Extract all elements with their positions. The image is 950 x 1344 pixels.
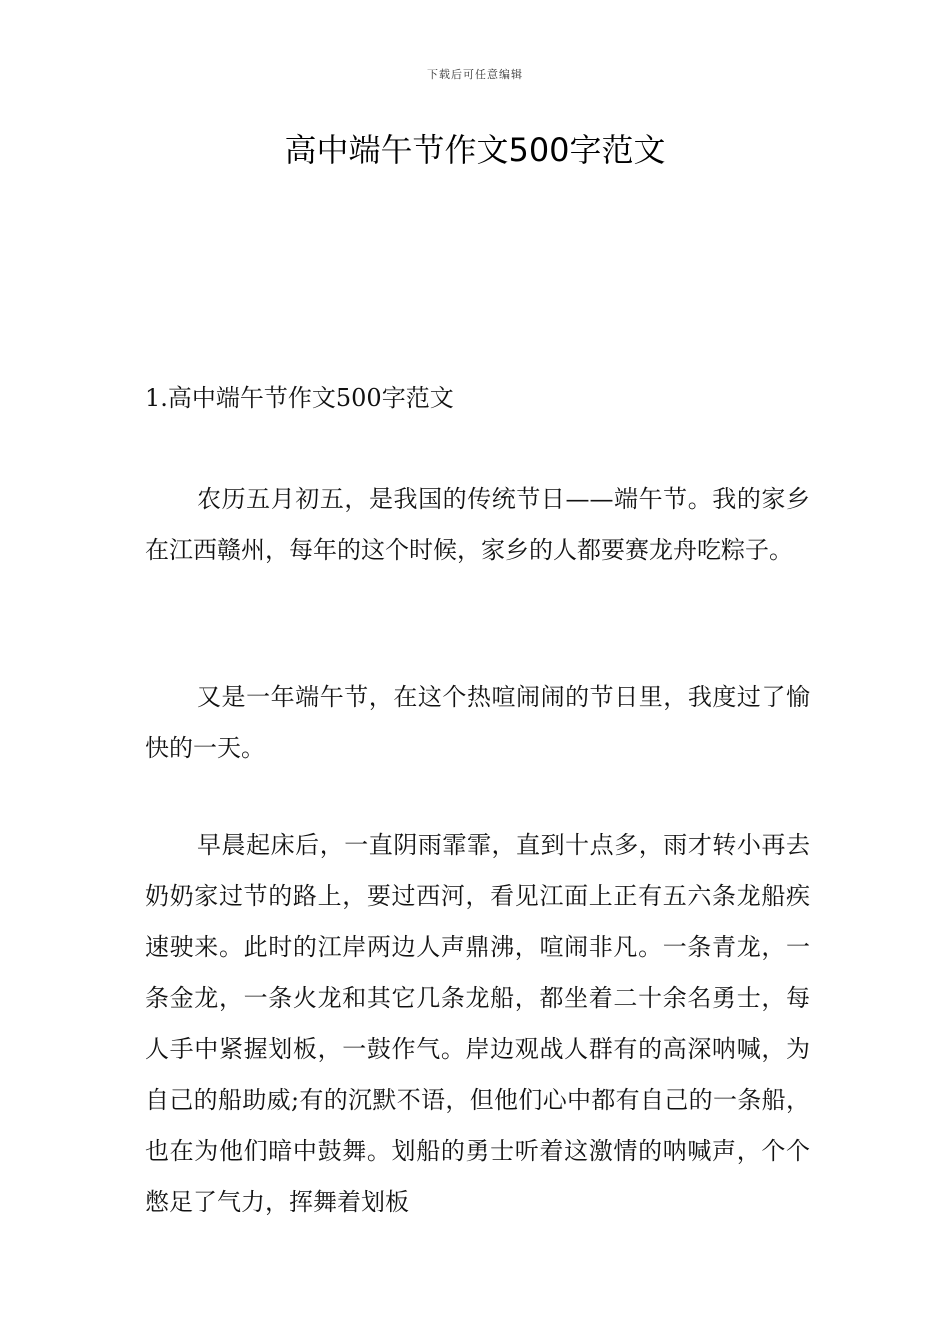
section-heading: 1.高中端午节作文500字范文 bbox=[145, 384, 454, 412]
header-note: 下载后可任意编辑 bbox=[427, 68, 523, 81]
paragraph-1: 农历五月初五，是我国的传统节日——端午节。我的家乡在江西赣州，每年的这个时候，家乡的人都要赛龙舟吃粽子。 bbox=[145, 485, 810, 564]
document-title: 高中端午节作文500字范文 bbox=[284, 131, 666, 169]
paragraph-3: 早晨起床后，一直阴雨霏霏，直到十点多，雨才转小再去奶奶家过节的路上，要过西河，看见江面上正有五六条龙船疾速驶来。此时的江岸两边人声鼎沸，喧闹非凡。一条青龙，一条金龙，一条火龙和其它几条龙船，都坐着二十余名勇士，每人手中紧握划板，一鼓作气。岸边观战人群有的高深呐喊，为自己的船助威;有的沉默不语，但他们心中都有自己的一条船，也在为他们暗中鼓舞。划船的勇士听着这激情的呐喊声，个个憋足了气力，挥舞着划板 bbox=[145, 831, 810, 1216]
paragraph-2: 又是一年端午节，在这个热喧闹闹的节日里，我度过了愉快的一天。 bbox=[145, 683, 810, 762]
